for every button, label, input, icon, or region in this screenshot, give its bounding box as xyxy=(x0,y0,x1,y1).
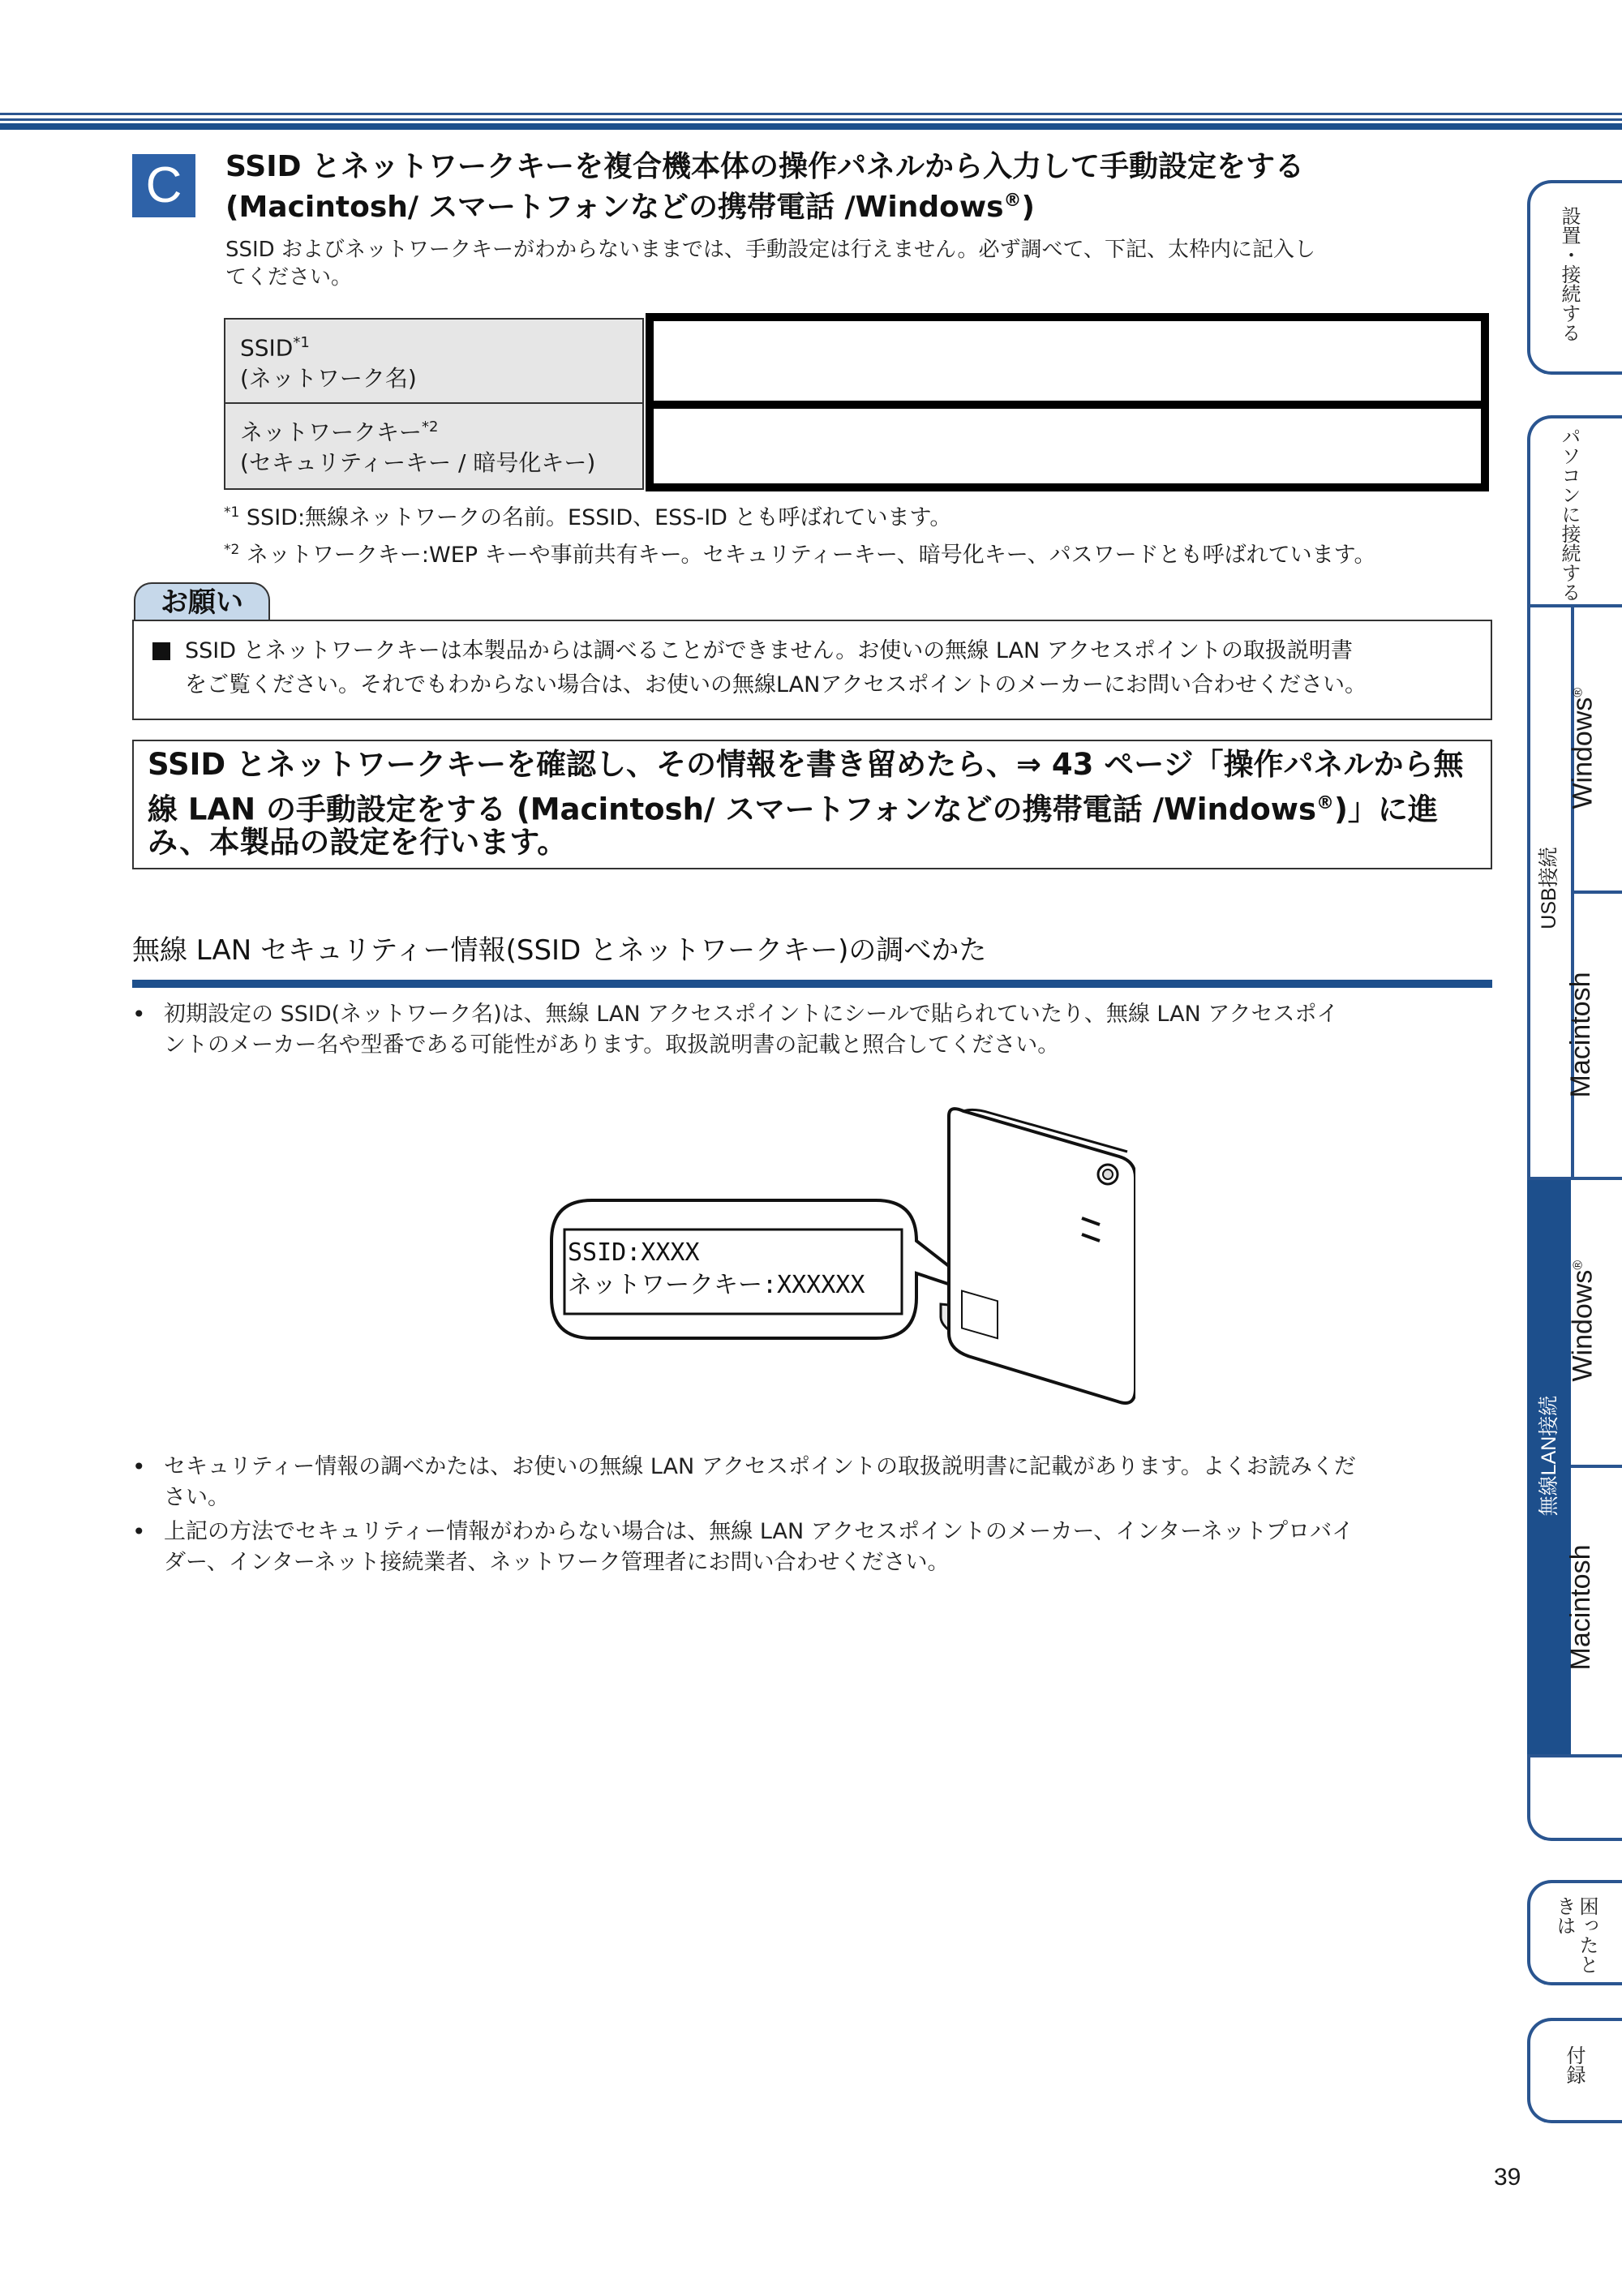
bullet3-line2: ダー、インターネット接続業者、ネットワーク管理者にお問い合わせください。 xyxy=(164,1550,950,1575)
intro-line1: SSID およびネットワークキーがわからないままでは、手動設定は行えません。必ず調べて、下記、太枠内に記入し xyxy=(225,238,1316,262)
table-label-ssid xyxy=(224,318,644,404)
side-tab-usb-windows[interactable]: Windows® xyxy=(1567,687,1598,809)
onegai-tab: お願い xyxy=(134,582,270,621)
summary-line3: み、本製品の設定を行います。 xyxy=(148,825,568,860)
bullet2-line1: セキュリティー情報の調べかたは、お使いの無線 LAN アクセスポイントの取扱説明書に記載があります。よくお読みくだ xyxy=(164,1454,1356,1479)
onegai-line2: をご覧ください。それでもわからない場合は、お使いの無線LANアクセスポイントのメーカーにお問い合わせください。 xyxy=(185,672,1367,697)
page-number: 39 xyxy=(1494,2164,1521,2191)
ssid-label-sub: (ネットワーク名) xyxy=(240,365,417,393)
header-rule-thick xyxy=(0,123,1622,130)
ssid-write-in-field xyxy=(646,313,1489,409)
side-tab-wireless-macintosh[interactable]: Macintosh xyxy=(1565,1544,1596,1671)
side-tab-trouble[interactable] xyxy=(1527,1880,1622,1985)
side-tab-trouble-label: 困ったときは xyxy=(1553,1896,1598,1974)
table-label-network-key xyxy=(224,402,644,490)
intro-line2: てください。 xyxy=(225,265,353,290)
side-tab-wireless-label: 無線LAN接続 xyxy=(1538,1395,1560,1517)
network-key-label-main: ネットワークキー$^{*2}$ xyxy=(240,418,439,446)
network-key-write-in-field xyxy=(646,401,1489,491)
side-tab-setup-label: 設置・接続する xyxy=(1558,206,1581,342)
side-tab-usb-macintosh[interactable]: Macintosh xyxy=(1565,972,1596,1098)
footnote-2: $^{*2}$ ネットワークキー:WEP キーや事前共有キー。セキュリティーキー、暗号化キー、パスワードとも呼ばれています。 xyxy=(224,542,1376,568)
label-ssid: SSID:XXXX xyxy=(568,1238,700,1267)
side-tab-setup[interactable] xyxy=(1527,180,1622,375)
side-tab-wireless-windows[interactable]: Windows® xyxy=(1567,1260,1598,1382)
side-tab-usb-label: USB接続 xyxy=(1538,847,1560,929)
bullet2-line2: さい。 xyxy=(164,1485,230,1510)
side-tab-appendix-label: 付録 xyxy=(1563,2045,1586,2084)
bullet1-line1: 初期設定の SSID(ネットワーク名)は、無線 LAN アクセスポイントにシールで貼られていたり、無線 LAN アクセスポイ xyxy=(164,1002,1339,1027)
summary-line1: SSID とネットワークキーを確認し、その情報を書き留めたら、⇒ 43 ページ「操作パネルから無 xyxy=(148,747,1464,782)
summary-line2: 線 LAN の手動設定をする (Macintosh/ スマートフォンなどの携帯電話 /Windows®)」に進 xyxy=(148,792,1438,827)
ssid-label-main: SSID$^{*1}$ xyxy=(240,334,310,362)
onegai-line1: SSID とネットワークキーは本製品からは調べることができません。お使いの無線 LAN アクセスポイントの取扱説明書 xyxy=(185,638,1353,663)
bullet3-line1: 上記の方法でセキュリティー情報がわからない場合は、無線 LAN アクセスポイントのメーカー、インターネットプロバイ xyxy=(164,1519,1354,1544)
label-network-key: ネットワークキー:XXXXXX xyxy=(568,1271,865,1299)
bullet-dot: • xyxy=(132,1518,146,1545)
subsection-heading: 無線 LAN セキュリティー情報(SSID とネットワークキー)の調べかた xyxy=(132,934,987,967)
square-bullet-icon xyxy=(152,642,170,660)
section-title-line2: (Macintosh/ スマートフォンなどの携帯電話 /Windows®) xyxy=(225,191,1035,224)
bullet1-line2: ントのメーカー名や型番である可能性があります。取扱説明書の記載と照合してください。 xyxy=(164,1032,1060,1058)
side-tab-pc-connect-label: パソコンに接続する xyxy=(1558,427,1581,602)
footnote-1: $^{*1}$ SSID:無線ネットワークの名前。ESSID、ESS-ID とも呼ばれています。 xyxy=(224,504,952,530)
bullet-dot: • xyxy=(132,1001,146,1028)
section-title-line1: SSID とネットワークキーを複合機本体の操作パネルから入力して手動設定をする xyxy=(225,150,1305,183)
side-tab-appendix[interactable] xyxy=(1527,2018,1622,2123)
section-badge: C xyxy=(132,154,195,217)
header-rule-thin-2 xyxy=(0,118,1622,121)
bullet-dot: • xyxy=(132,1453,146,1480)
subsection-rule xyxy=(132,980,1492,988)
router-body xyxy=(949,1109,1135,1403)
header-rule-thin-1 xyxy=(0,113,1622,115)
network-key-label-sub: (セキュリティーキー / 暗号化キー) xyxy=(240,449,596,477)
